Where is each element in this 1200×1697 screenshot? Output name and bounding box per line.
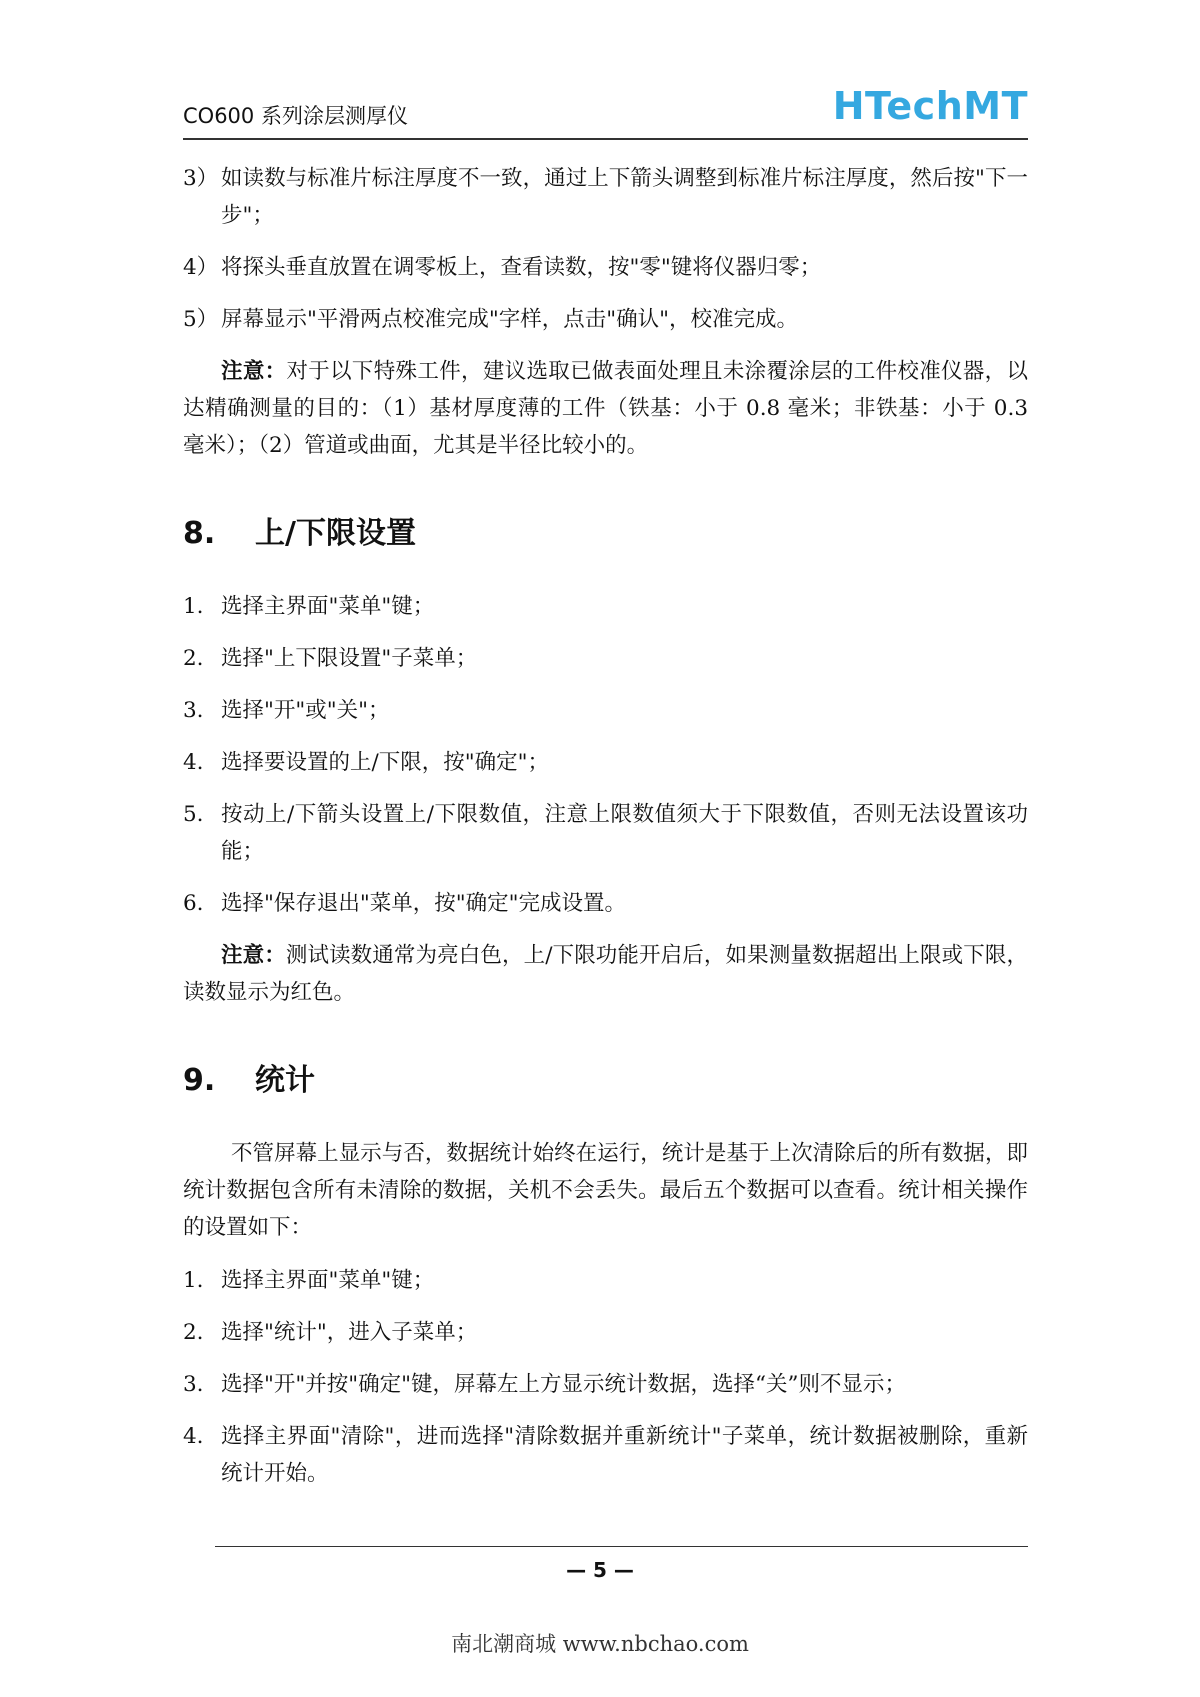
item-number: 2.	[183, 646, 204, 671]
site-watermark: 南北潮商城 www.nbchao.com	[451, 1632, 749, 1656]
section-title: 上/下限设置	[255, 516, 416, 551]
item-number: 3.	[183, 1372, 204, 1397]
item-number: 5）	[183, 307, 219, 332]
item-number: 4）	[183, 255, 219, 280]
statistics-steps-list	[183, 1262, 1028, 1492]
list-item	[183, 692, 1028, 729]
item-number: 1.	[183, 1268, 204, 1293]
list-item	[183, 1418, 1028, 1492]
note-label: 注意：	[221, 359, 287, 384]
item-number: 4.	[183, 1424, 204, 1449]
item-text: 选择"开"或"关"；	[221, 698, 390, 723]
item-text: 按动上/下箭头设置上/下限数值，注意上限数值须大于下限数值，否则无法设置该功能；	[221, 802, 1028, 864]
item-number: 3）	[183, 166, 219, 191]
note-text: 对于以下特殊工件，建议选取已做表面处理且未涂覆涂层的工件校准仪器，以达精确测量的目的：（1）基材厚度薄的工件（铁基：小于 0.8 毫米；非铁基：小于 0.3 毫米）；（2）管道或曲面，尤其是半径比较小的。	[183, 359, 1028, 458]
list-item	[183, 301, 1028, 338]
list-item	[183, 1314, 1028, 1351]
htechmt-logo: HTechMT	[832, 84, 1028, 128]
list-item	[183, 744, 1028, 781]
item-text: 选择"开"并按"确定"键，屏幕左上方显示统计数据，选择“关”则不显示；	[221, 1372, 907, 1397]
item-number: 1.	[183, 594, 204, 619]
footer-divider	[215, 1546, 1028, 1547]
page-content	[183, 160, 1028, 1507]
list-item	[183, 249, 1028, 286]
calibration-steps-list	[183, 160, 1028, 338]
list-item	[183, 640, 1028, 677]
item-number: 2.	[183, 1320, 204, 1345]
section-number: 8.	[183, 516, 216, 551]
item-text: 选择"保存退出"菜单，按"确定"完成设置。	[221, 891, 627, 916]
section-number: 9.	[183, 1063, 216, 1098]
note-label: 注意：	[221, 943, 286, 968]
item-text: 屏幕显示"平滑两点校准完成"字样，点击"确认"，校准完成。	[221, 307, 799, 332]
list-item	[183, 1262, 1028, 1299]
item-text: 选择主界面"菜单"键；	[221, 1268, 435, 1293]
item-number: 4.	[183, 750, 204, 775]
item-text: 如读数与标准片标注厚度不一致，通过上下箭头调整到标准片标注厚度，然后按"下一步"；	[221, 166, 1028, 228]
item-text: 选择要设置的上/下限，按"确定"；	[221, 750, 550, 775]
section-heading-statistics	[183, 1061, 1028, 1101]
page-number: — 5 —	[566, 1558, 634, 1582]
list-item	[183, 1366, 1028, 1403]
item-number: 5.	[183, 802, 204, 827]
item-number: 3.	[183, 698, 204, 723]
limits-steps-list	[183, 588, 1028, 922]
item-text: 选择"上下限设置"子菜单；	[221, 646, 478, 671]
calibration-note	[183, 353, 1028, 464]
list-item	[183, 588, 1028, 625]
page-header	[183, 82, 1028, 140]
item-text: 将探头垂直放置在调零板上，查看读数，按"零"键将仪器归零；	[221, 255, 822, 280]
list-item	[183, 885, 1028, 922]
list-item	[183, 160, 1028, 234]
note-text: 测试读数通常为亮白色，上/下限功能开启后，如果测量数据超出上限或下限，读数显示为红色。	[183, 943, 1028, 1005]
section-heading-limits	[183, 514, 1028, 554]
item-number: 6.	[183, 891, 204, 916]
item-text: 选择"统计"，进入子菜单；	[221, 1320, 478, 1345]
item-text: 选择主界面"清除"，进而选择"清除数据并重新统计"子菜单，统计数据被删除，重新统计开始。	[221, 1424, 1028, 1486]
section-title: 统计	[255, 1063, 315, 1098]
limits-note	[183, 937, 1028, 1011]
document-title: CO600 系列涂层测厚仪	[183, 104, 408, 128]
statistics-intro: 不管屏幕上显示与否，数据统计始终在运行，统计是基于上次清除后的所有数据，即统计数据包含所有未清除的数据，关机不会丢失。最后五个数据可以查看。统计相关操作的设置如下：	[183, 1141, 1028, 1240]
item-text: 选择主界面"菜单"键；	[221, 594, 435, 619]
list-item	[183, 796, 1028, 870]
